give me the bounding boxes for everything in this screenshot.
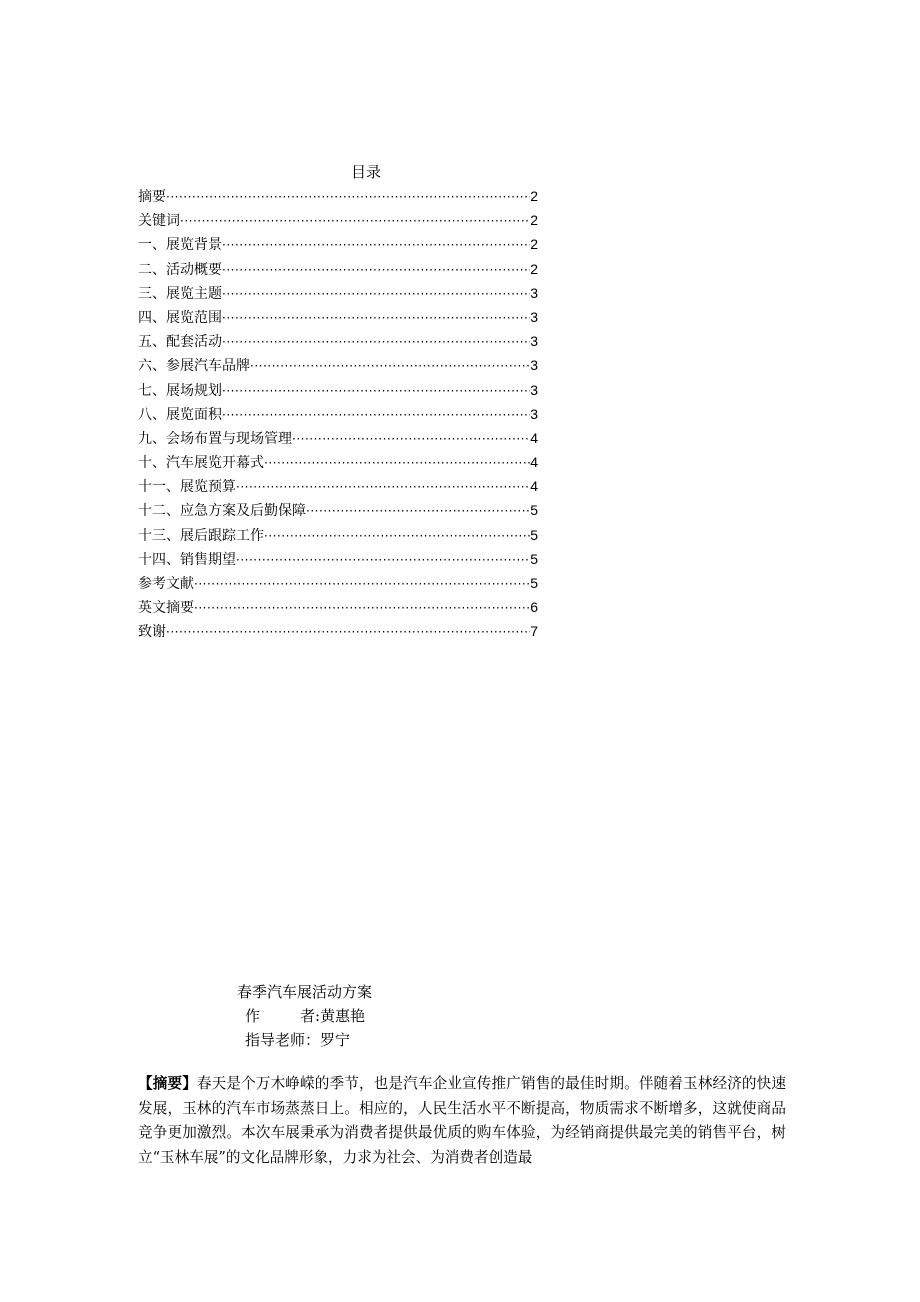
toc-entry-page: 3 <box>530 357 538 374</box>
toc-entry-venue-plan <box>138 378 538 402</box>
toc-entry-background <box>138 232 538 256</box>
toc-leader-dots <box>166 185 530 208</box>
toc-entry-contingency <box>138 498 538 522</box>
toc-entry-label: 参考文献 <box>138 576 194 592</box>
toc-entry-scope <box>138 305 538 329</box>
advisor-label: 指导老师： <box>245 1031 321 1049</box>
toc-entry-label: 致谢 <box>138 624 166 641</box>
document-title: 春季汽车展活动方案 <box>237 983 373 1001</box>
toc-entry-label: 四、展览范围 <box>138 309 222 326</box>
toc-entry-page: 2 <box>530 260 538 277</box>
toc-leader-dots <box>264 451 530 474</box>
toc-entry-page: 5 <box>530 526 538 543</box>
toc-leader-dots <box>292 427 530 450</box>
toc-entry-overview <box>138 257 538 281</box>
toc-entry-sales <box>138 547 538 571</box>
toc-entry-page: 3 <box>530 405 538 422</box>
toc-leader-dots <box>166 620 530 643</box>
toc-leader-dots <box>222 258 530 281</box>
toc-entry-page: 4 <box>530 478 538 495</box>
toc-leader-dots <box>222 233 530 256</box>
toc-entry-activities <box>138 329 538 353</box>
toc-entry-page: 3 <box>530 333 538 350</box>
table-of-contents <box>138 184 538 644</box>
toc-entry-layout-management <box>138 426 538 450</box>
toc-title: 目录 <box>351 163 382 181</box>
toc-entry-area <box>138 402 538 426</box>
abstract-paragraph <box>138 1072 786 1170</box>
toc-leader-dots <box>264 524 530 547</box>
toc-entry-page: 7 <box>530 623 538 640</box>
toc-leader-dots <box>306 499 530 522</box>
toc-entry-label: 六、参展汽车品牌 <box>138 358 250 375</box>
toc-entry-label: 十四、销售期望 <box>138 551 236 568</box>
toc-entry-follow-up <box>138 523 538 547</box>
toc-entry-label: 十一、展览预算 <box>138 479 236 496</box>
toc-entry-page: 4 <box>530 454 538 471</box>
toc-entry-label: 九、会场布置与现场管理 <box>138 430 292 447</box>
toc-entry-page: 2 <box>530 188 538 204</box>
toc-entry-label: 关键词 <box>138 213 180 230</box>
toc-entry-acknowledgements <box>138 619 538 643</box>
toc-leader-dots <box>222 403 530 426</box>
toc-entry-label: 五、配套活动 <box>138 334 222 351</box>
toc-entry-label: 十三、展后跟踪工作 <box>138 527 264 544</box>
toc-entry-label: 摘要 <box>138 189 166 205</box>
toc-entry-label: 英文摘要 <box>138 600 194 617</box>
abstract-text: 春天是个万木峥嵘的季节，也是汽车企业宣传推广销售的最佳时期。伴随着玉林经济的快速发展，玉林的汽车市场蒸蒸日上。相应的，人民生活水平不断提高，物质需求不断增多，这就使商品竞争更加激烈。本次车展秉承为消费者提供最优质的购车体验，为经销商提供最完美的销售平台，树立“玉林车展”的文化品牌形象，力求为社会、为消费者创造最 <box>138 1075 786 1166</box>
toc-entry-label: 十二、应急方案及后勤保障 <box>138 503 306 520</box>
toc-entry-page: 5 <box>530 550 538 567</box>
toc-entry-english-abstract <box>138 595 538 619</box>
toc-entry-label: 十、汽车展览开幕式 <box>138 455 264 472</box>
toc-entry-budget <box>138 474 538 498</box>
author-line <box>245 1004 365 1028</box>
toc-leader-dots <box>222 330 530 353</box>
toc-entry-page: 6 <box>530 599 538 616</box>
toc-leader-dots <box>222 282 530 305</box>
toc-entry-page: 3 <box>530 284 538 301</box>
toc-entry-keywords <box>138 208 538 232</box>
toc-entry-page: 2 <box>530 212 538 229</box>
toc-entry-references <box>138 571 538 595</box>
toc-leader-dots <box>194 596 530 619</box>
toc-leader-dots <box>180 209 530 232</box>
abstract-tag: 【摘要】 <box>138 1075 197 1092</box>
toc-leader-dots <box>236 548 530 571</box>
toc-entry-opening <box>138 450 538 474</box>
toc-entry-page: 3 <box>530 308 538 325</box>
toc-entry-page: 2 <box>530 236 538 253</box>
toc-leader-dots <box>250 354 530 377</box>
toc-entry-page: 4 <box>530 429 538 446</box>
toc-entry-label: 八、展览面积 <box>138 406 222 423</box>
toc-entry-page: 3 <box>530 381 538 398</box>
toc-entry-brands <box>138 353 538 377</box>
author-label-end: 者: <box>300 1007 321 1025</box>
advisor-name: 罗宁 <box>320 1031 351 1049</box>
toc-leader-dots <box>236 475 530 498</box>
toc-leader-dots <box>222 306 530 329</box>
author-label: 作 <box>245 1007 261 1025</box>
advisor-line <box>245 1028 350 1052</box>
toc-entry-label: 三、展览主题 <box>138 285 222 302</box>
toc-leader-dots <box>222 379 530 402</box>
toc-entry-label: 一、展览背景 <box>138 237 222 254</box>
toc-entry-theme <box>138 281 538 305</box>
toc-entry-label: 七、展场规划 <box>138 382 222 399</box>
toc-entry-abstract <box>138 184 538 208</box>
toc-entry-page: 5 <box>530 575 538 591</box>
toc-entry-label: 二、活动概要 <box>138 261 222 278</box>
toc-leader-dots <box>194 572 530 595</box>
author-name: 黄惠艳 <box>320 1007 366 1025</box>
toc-entry-page: 5 <box>530 502 538 519</box>
